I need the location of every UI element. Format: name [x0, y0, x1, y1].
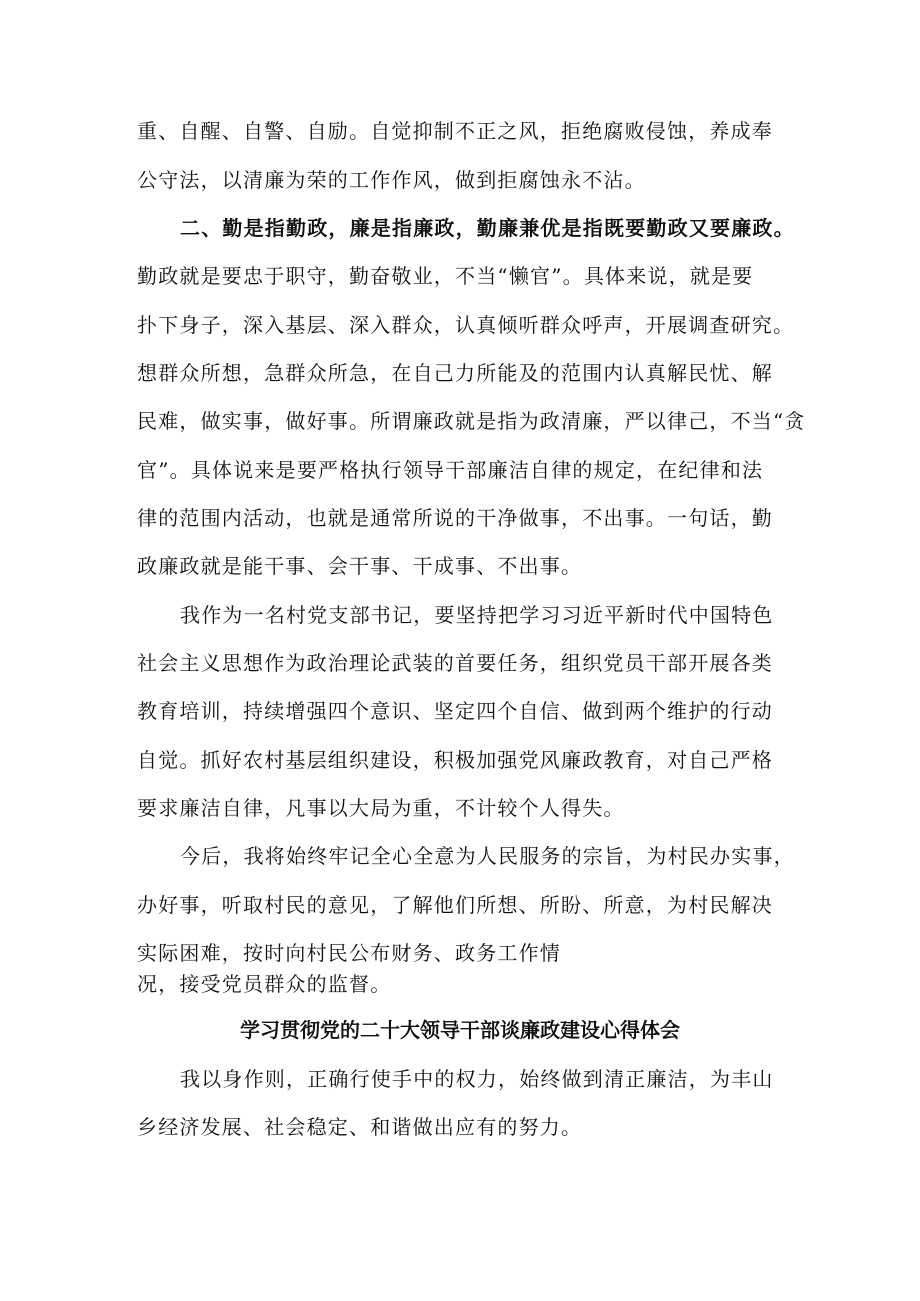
body-text-line: 官”。具体说来是要严格执行领导干部廉洁自律的规定，在纪律和法 [137, 458, 764, 482]
body-text-line: 勤政就是要忠于职守，勤奋敬业，不当“懒官”。具体来说，就是要 [137, 264, 754, 288]
body-text-line: 社会主义思想作为政治理论武装的首要任务，组织党员干部开展各类 [137, 651, 773, 675]
body-text-line: 要求廉洁自律，凡事以大局为重，不计较个人得失。 [137, 796, 625, 820]
body-text-line: 办好事，听取村民的意见，了解他们所想、所盼、所意，为村民解决 [137, 893, 773, 917]
paragraph-first-line: 我以身作则，正确行使手中的权力，始终做到清正廉洁，为丰山 [180, 1067, 774, 1091]
body-text-line: 况，接受党员群众的监督。 [137, 972, 392, 996]
body-text-line: 实际困难，按时向村民公布财务、政务工作情 [137, 941, 561, 965]
body-text-line: 教育培训，持续增强四个意识、坚定四个自信、做到两个维护的行动 [137, 699, 773, 723]
section-heading-line: 二、勤是指勤政，廉是指廉政，勤廉兼优是指既要勤政又要廉政。 [180, 216, 795, 240]
body-text-line: 重、自醒、自警、自励。自觉抑制不正之风，拒绝腐败侵蚀，养成奉 [137, 119, 773, 143]
body-text-line: 乡经济发展、社会稳定、和谐做出应有的努力。 [137, 1115, 583, 1139]
body-text-line: 扑下身子，深入基层、深入群众，认真倾听群众呼声，开展调查研究。 [137, 313, 795, 337]
paragraph-first-line: 我作为一名村党支部书记，要坚持把学习习近平新时代中国特色 [180, 603, 774, 627]
body-text-line: 民难，做实事，做好事。所谓廉政就是指为政清廉，严以律己，不当“贪 [137, 409, 806, 433]
body-text-line: 自觉。抓好农村基层组织建设，积极加强党风廉政教育，对自己严格 [137, 748, 773, 772]
body-text-line: 政廉政就是能干事、会干事、干成事、不出事。 [137, 554, 583, 578]
body-text-line: 想群众所想，急群众所急，在自己力所能及的范围内认真解民忧、解 [137, 361, 773, 385]
paragraph-first-line: 今后，我将始终牢记全心全意为人民服务的宗旨，为村民办实事， [180, 844, 795, 868]
article-title: 学习贯彻党的二十大领导干部谈廉政建设心得体会 [240, 1018, 680, 1042]
body-text-line: 公守法，以清廉为荣的工作作风，做到拒腐蚀永不沾。 [137, 168, 646, 192]
body-text-line: 律的范围内活动，也就是通常所说的干净做事，不出事。一句话，勤 [137, 506, 773, 530]
